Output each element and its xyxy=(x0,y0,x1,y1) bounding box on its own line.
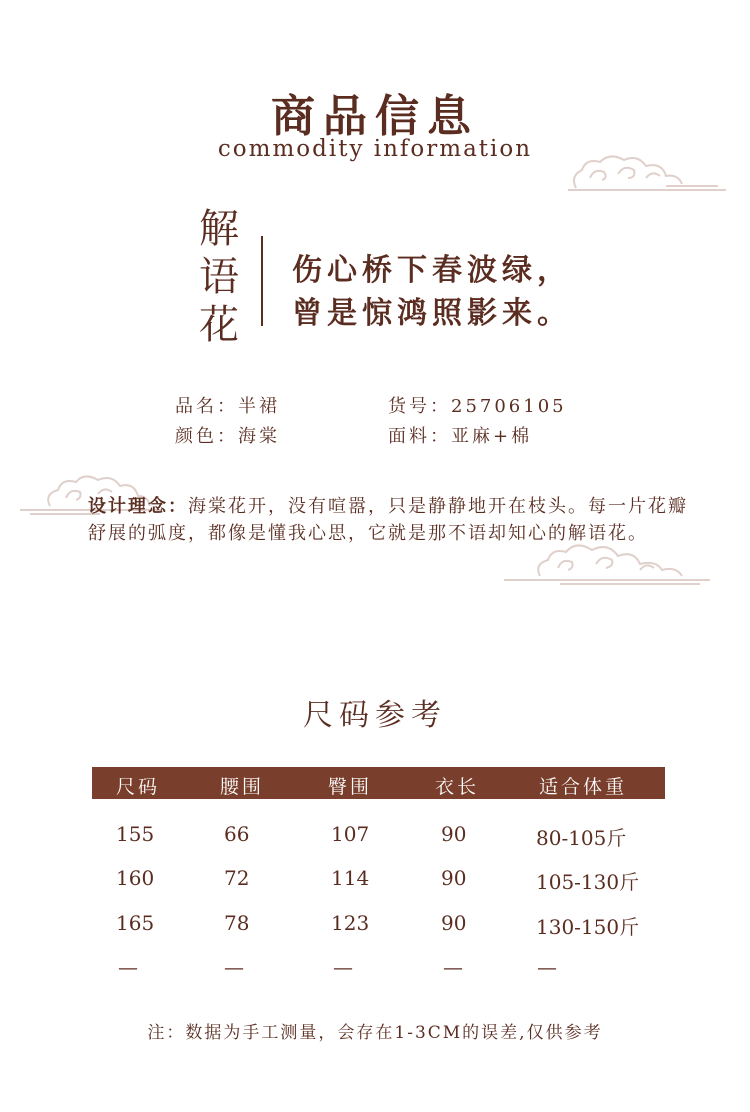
table-cell: 72 xyxy=(224,866,250,890)
table-cell: 78 xyxy=(224,911,250,935)
table-cell: — xyxy=(537,955,557,979)
table-cell: — xyxy=(443,955,463,979)
poem-line: 曾是惊鸿照影来。 xyxy=(292,296,572,331)
table-cell: 130-150斤 xyxy=(536,915,640,939)
table-cell: — xyxy=(224,955,244,979)
info-color: 颜色：海棠 xyxy=(175,426,280,447)
info-product-name: 品名：半裙 xyxy=(175,396,280,417)
product-name-vertical xyxy=(196,205,242,349)
design-concept-label: 设计理念： xyxy=(88,496,188,517)
info-fabric: 面料：亚麻+棉 xyxy=(388,426,533,447)
table-header-cell: 臀围 xyxy=(328,776,373,798)
size-chart-title: 尺码参考 xyxy=(303,698,447,733)
design-concept-text: 海棠花开，没有喧嚣，只是静静地开在枝头。每一片花瓣舒展的弧度，都像是懂我心思，它就是那不语却知心的解语花。 xyxy=(88,496,688,544)
table-cell: 107 xyxy=(331,822,370,846)
table-cell: 66 xyxy=(224,822,250,846)
table-header-cell: 衣长 xyxy=(435,776,480,798)
size-table-header xyxy=(92,767,665,799)
page-subtitle: commodity information xyxy=(217,136,533,162)
table-cell: — xyxy=(118,955,138,979)
table-cell: — xyxy=(333,955,353,979)
measurement-note: 注：数据为手工测量，会存在1-3CM的误差,仅供参考 xyxy=(147,1023,603,1043)
table-cell: 105-130斤 xyxy=(536,870,640,894)
name-char: 语 xyxy=(199,254,239,300)
table-cell: 90 xyxy=(441,866,467,890)
table-cell: 165 xyxy=(116,911,155,935)
name-char: 解 xyxy=(199,206,239,252)
page-title: 商品信息 xyxy=(271,91,479,142)
table-header-cell: 尺码 xyxy=(116,776,161,798)
table-cell: 90 xyxy=(441,911,467,935)
poem-divider xyxy=(261,236,263,326)
table-header-cell: 腰围 xyxy=(220,776,265,798)
name-char: 花 xyxy=(199,302,239,348)
cloud-icon xyxy=(566,148,731,198)
table-header-cell: 适合体重 xyxy=(539,776,628,798)
table-cell: 114 xyxy=(331,866,370,890)
design-concept xyxy=(88,493,688,547)
table-cell: 155 xyxy=(116,822,155,846)
table-cell: 123 xyxy=(331,911,370,935)
table-cell: 160 xyxy=(116,866,155,890)
table-cell: 80-105斤 xyxy=(536,826,627,850)
info-sku: 货号：25706105 xyxy=(388,396,567,417)
poem-line: 伤心桥下春波绿， xyxy=(292,253,572,288)
table-cell: 90 xyxy=(441,822,467,846)
